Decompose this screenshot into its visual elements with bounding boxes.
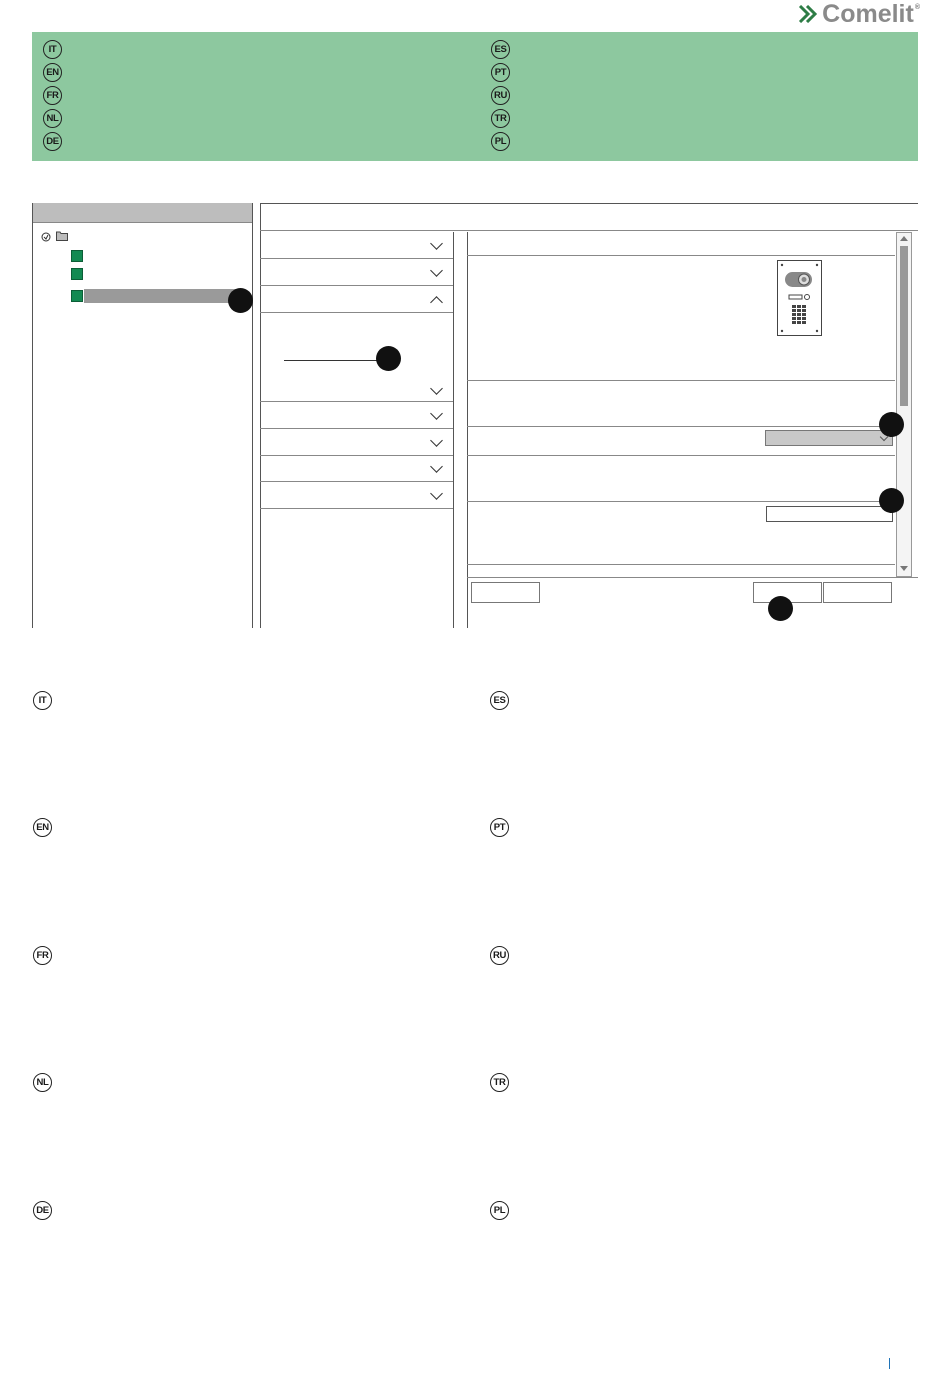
section-badge-nl: NL [33, 1073, 52, 1092]
registered-mark: ® [914, 3, 920, 11]
language-badge-ru: RU [491, 86, 510, 105]
accordion-row-3-expanded[interactable] [260, 286, 453, 313]
callout-marker-2 [376, 346, 401, 371]
brand-name: Comelit [822, 0, 914, 28]
chevron-down-icon [430, 237, 443, 250]
language-badge-pt: PT [491, 63, 510, 82]
main-panel-top-border [260, 203, 918, 204]
language-badge-fr: FR [43, 86, 62, 105]
chevron-down-icon [430, 407, 443, 420]
scrollbar-thumb[interactable] [900, 246, 908, 406]
main-panel-header-bottom [260, 230, 918, 231]
language-badge-pl: PL [491, 132, 510, 151]
callout-marker-3 [879, 412, 904, 437]
callout-marker-1 [228, 288, 253, 313]
section-badge-fr: FR [33, 946, 52, 965]
section-badge-tr: TR [490, 1073, 509, 1092]
accordion-row-1[interactable] [260, 232, 453, 259]
property-text-input[interactable] [766, 506, 893, 522]
tree-panel-left-border [32, 203, 33, 628]
property-sep [467, 564, 895, 565]
accordion-row-6[interactable] [260, 455, 453, 482]
tree-panel-right-border [252, 203, 253, 628]
section-badge-es: ES [490, 691, 509, 710]
chevron-down-icon [430, 460, 443, 473]
tree-node-1[interactable] [71, 250, 83, 262]
tree-node-selected-highlight[interactable] [84, 289, 240, 303]
expanded-item-underline [284, 360, 380, 361]
property-sep [467, 455, 895, 456]
comelit-logo [798, 2, 920, 26]
accordion-expanded-content [260, 313, 453, 402]
property-sep [467, 255, 895, 256]
section-badge-en: EN [33, 818, 52, 837]
chevron-down-icon [430, 264, 443, 277]
door-entry-panel-icon [777, 260, 822, 336]
callout-marker-5 [768, 596, 793, 621]
property-panel-left-border [467, 232, 468, 628]
scroll-down-arrow-icon[interactable] [900, 566, 908, 571]
vertical-scrollbar[interactable] [896, 232, 912, 577]
section-badge-pl: PL [490, 1201, 509, 1220]
left-action-button[interactable] [471, 582, 540, 603]
folder-icon [56, 228, 68, 246]
chevron-down-icon [430, 434, 443, 447]
accordion-row-5[interactable] [260, 429, 453, 456]
scroll-up-arrow-icon[interactable] [900, 236, 908, 241]
right-action-button[interactable] [823, 582, 892, 603]
accordion-row-4[interactable] [260, 402, 453, 429]
language-badge-en: EN [43, 63, 62, 82]
accordion-right-border [453, 232, 454, 628]
section-badge-pt: PT [490, 818, 509, 837]
callout-marker-4 [879, 488, 904, 513]
property-dropdown[interactable] [765, 430, 893, 446]
section-badge-de: DE [33, 1201, 52, 1220]
chevron-down-icon [430, 382, 443, 395]
page-footer-mark [889, 1358, 890, 1369]
language-header-band [32, 32, 918, 161]
accordion-row-2[interactable] [260, 259, 453, 286]
chevron-up-icon [430, 296, 443, 309]
section-badge-it: IT [33, 691, 52, 710]
tree-expand-icon[interactable] [41, 229, 51, 247]
tree-node-3[interactable] [71, 290, 83, 302]
language-badge-de: DE [43, 132, 62, 151]
section-badge-ru: RU [490, 946, 509, 965]
property-sep [467, 426, 895, 427]
tree-panel-header [32, 203, 252, 223]
button-bar-top-border [467, 577, 918, 578]
property-sep [467, 501, 895, 502]
language-badge-tr: TR [491, 109, 510, 128]
language-badge-it: IT [43, 40, 62, 59]
accordion-row-7[interactable] [260, 482, 453, 509]
language-badge-es: ES [491, 40, 510, 59]
chevron-down-icon [430, 487, 443, 500]
language-badge-nl: NL [43, 109, 62, 128]
property-sep [467, 380, 895, 381]
tree-node-2[interactable] [71, 268, 83, 280]
comelit-mark-icon [798, 5, 822, 23]
